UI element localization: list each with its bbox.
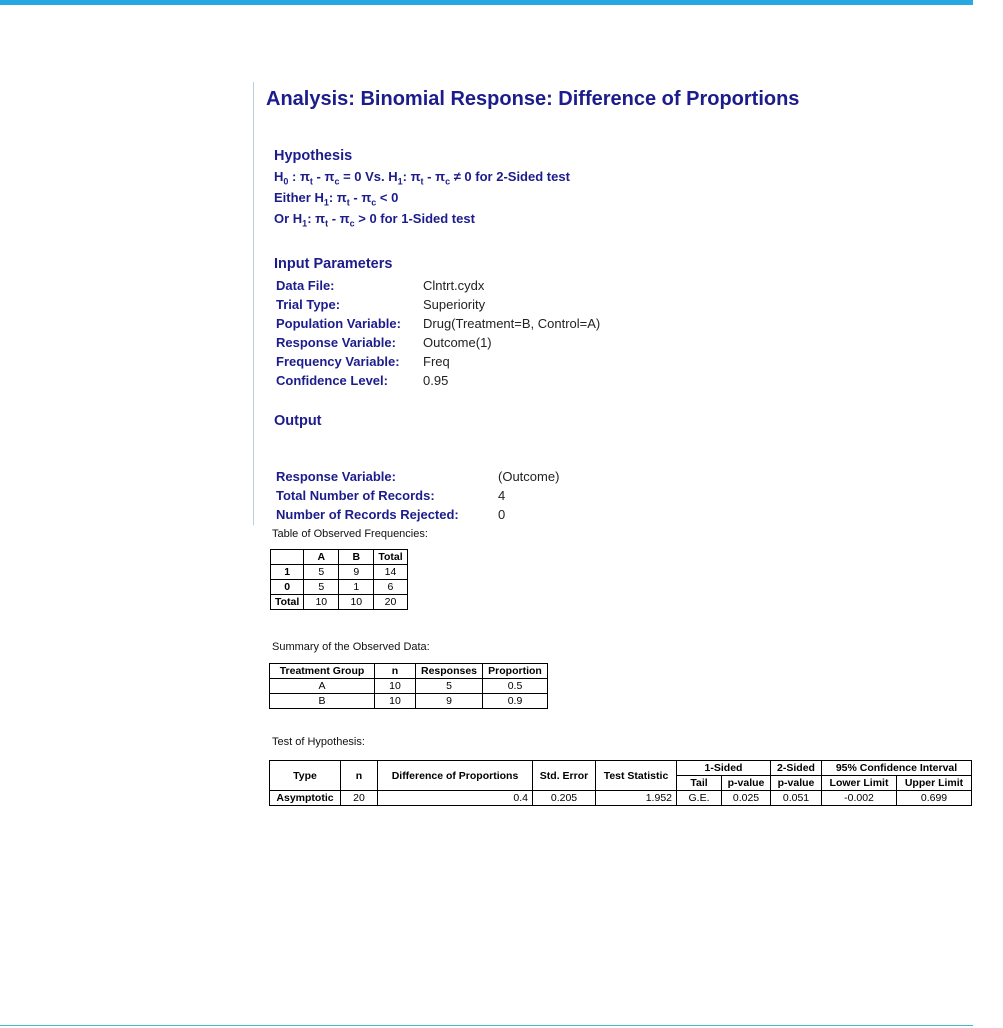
table-row (271, 565, 408, 580)
input-parameters-heading: Input Parameters (274, 256, 393, 272)
param-label: Trial Type: (276, 297, 341, 312)
table-cell: Asymptotic (270, 791, 341, 806)
hypothesis-line-1: $H_0$ : $\pi_t - \pi_c = 0$ Vs. $H_1$: $\pi_t - \pi_c \ne 0$ for 2-Sided test (274, 169, 570, 187)
table-cell: 0.5 (483, 679, 548, 694)
row-label: 1 (271, 565, 304, 580)
table-cell: A (270, 679, 375, 694)
header-cell: 1-Sided (677, 761, 771, 776)
table-cell: 0.205 (533, 791, 596, 806)
output-value: (Outcome) (498, 469, 560, 484)
param-label: Population Variable: (276, 316, 401, 331)
table-row (271, 580, 408, 595)
table-header-row (271, 550, 408, 565)
table-cell: 20 (374, 595, 407, 610)
table-cell: G.E. (677, 791, 722, 806)
param-value: 0.95 (423, 373, 449, 388)
observed-frequencies-table (270, 549, 408, 610)
header-cell: n (375, 664, 416, 679)
observed-frequencies-caption: Table of Observed Frequencies: (272, 528, 428, 540)
param-value: Superiority (423, 297, 486, 312)
param-label: Response Variable: (276, 335, 396, 350)
hypothesis-line-2: Either $H_1$: $\pi_t - \pi_c < 0$ (274, 190, 399, 208)
table-cell: 0.699 (897, 791, 972, 806)
table-cell: 6 (374, 580, 407, 595)
header-cell: Tail (677, 776, 722, 791)
header-cell: B (339, 550, 374, 565)
table-cell: 5 (304, 580, 339, 595)
row-label: Total (271, 595, 304, 610)
header-cell: Type (270, 761, 341, 791)
table-cell: 14 (374, 565, 407, 580)
header-cell: 2-Sided (771, 761, 822, 776)
header-cell: Treatment Group (270, 664, 375, 679)
bottom-rule (0, 1025, 973, 1026)
param-value: Outcome(1) (423, 335, 492, 350)
top-accent-bar (0, 0, 973, 5)
report-title: Analysis: Binomial Response: Difference of Proportions (266, 88, 800, 110)
output-heading: Output (274, 413, 322, 429)
output-label: Total Number of Records: (276, 488, 435, 503)
table-row (270, 679, 548, 694)
header-cell: Difference of Proportions (378, 761, 533, 791)
param-label: Frequency Variable: (276, 354, 400, 369)
header-cell: p-value (722, 776, 771, 791)
header-cell: 95% Confidence Interval (822, 761, 972, 776)
summary-table (269, 663, 548, 709)
header-cell: Total (374, 550, 407, 565)
table-cell: -0.002 (822, 791, 897, 806)
output-value: 0 (498, 507, 506, 522)
header-cell: Std. Error (533, 761, 596, 791)
param-value: Freq (423, 354, 450, 369)
table-cell: 1 (339, 580, 374, 595)
param-value: Clntrt.cydx (423, 278, 485, 293)
output-label: Response Variable: (276, 469, 396, 484)
header-cell (271, 550, 304, 565)
param-label: Confidence Level: (276, 373, 388, 388)
table-cell: 0.025 (722, 791, 771, 806)
param-value: Drug(Treatment=B, Control=A) (423, 316, 601, 331)
table-cell: B (270, 694, 375, 709)
table-cell: 0.4 (378, 791, 533, 806)
test-of-hypothesis-table (269, 760, 972, 806)
row-label: 0 (271, 580, 304, 595)
table-cell: 9 (416, 694, 483, 709)
table-cell: 20 (341, 791, 378, 806)
table-header-row (270, 761, 972, 776)
table-row (270, 791, 972, 806)
output-value: 4 (498, 488, 506, 503)
table-row (271, 595, 408, 610)
table-cell: 1.952 (596, 791, 677, 806)
table-cell: 5 (416, 679, 483, 694)
header-cell: A (304, 550, 339, 565)
header-cell: Upper Limit (897, 776, 972, 791)
table-cell: 5 (304, 565, 339, 580)
header-cell: p-value (771, 776, 822, 791)
header-cell: n (341, 761, 378, 791)
header-cell: Lower Limit (822, 776, 897, 791)
header-cell: Proportion (483, 664, 548, 679)
table-cell: 10 (375, 679, 416, 694)
table-header-row (270, 664, 548, 679)
hypothesis-heading: Hypothesis (274, 148, 353, 164)
table-cell: 10 (304, 595, 339, 610)
header-cell: Test Statistic (596, 761, 677, 791)
test-caption: Test of Hypothesis: (272, 736, 365, 748)
table-cell: 0.9 (483, 694, 548, 709)
table-cell: 10 (339, 595, 374, 610)
table-row (270, 694, 548, 709)
table-cell: 10 (375, 694, 416, 709)
header-cell: Responses (416, 664, 483, 679)
output-label: Number of Records Rejected: (276, 507, 459, 522)
hypothesis-line-3: Or $H_1$: $\pi_t - \pi_c > 0$ for 1-Sided test (274, 211, 475, 229)
table-cell: 0.051 (771, 791, 822, 806)
summary-caption: Summary of the Observed Data: (272, 641, 430, 653)
table-cell: 9 (339, 565, 374, 580)
param-label: Data File: (276, 278, 335, 293)
report-left-rule (253, 82, 254, 525)
